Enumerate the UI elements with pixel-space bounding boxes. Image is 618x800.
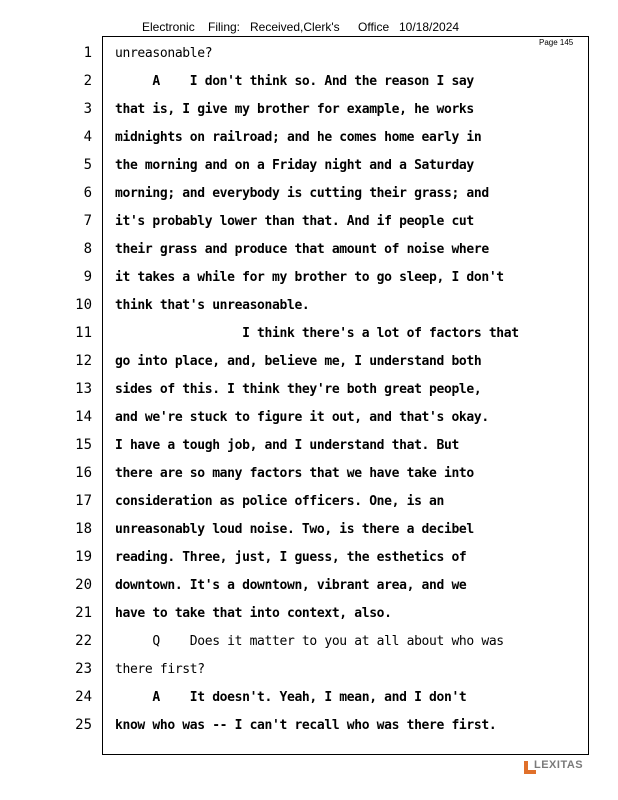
line-number: 15	[75, 437, 92, 453]
line-number: 5	[83, 157, 92, 173]
line-number: 19	[75, 549, 92, 565]
header-date: 10/18/2024	[399, 20, 460, 34]
transcript-line: A I don't think so. And the reason I say	[115, 74, 474, 89]
transcript-line: it takes a while for my brother to go sleep, I don't	[115, 270, 504, 285]
line-number: 20	[75, 577, 92, 593]
line-number: 25	[75, 717, 92, 733]
transcript-line: unreasonable?	[115, 46, 213, 61]
transcript-line: I think there's a lot of factors that	[115, 326, 519, 341]
line-number: 22	[75, 633, 92, 649]
transcript-line: unreasonably loud noise. Two, is there a decibel	[115, 522, 474, 537]
line-number: 17	[75, 493, 92, 509]
header-word-filing: Filing:	[208, 20, 241, 34]
transcript-line: A It doesn't. Yeah, I mean, and I don't	[115, 690, 467, 705]
line-number: 2	[83, 73, 92, 89]
transcript-line: have to take that into context, also.	[115, 606, 392, 621]
line-number: 10	[75, 297, 92, 313]
line-number: 23	[75, 661, 92, 677]
transcript-line: go into place, and, believe me, I understand both	[115, 354, 482, 369]
lexitas-logo	[522, 758, 592, 778]
transcript-line: sides of this. I think they're both great people,	[115, 382, 482, 397]
transcript-line: Q Does it matter to you at all about who was	[115, 634, 504, 649]
transcript-line: morning; and everybody is cutting their grass; and	[115, 186, 489, 201]
transcript-line: consideration as police officers. One, is an	[115, 494, 444, 509]
transcript-line: I have a tough job, and I understand that. But	[115, 438, 459, 453]
transcript-line: the morning and on a Friday night and a Saturday	[115, 158, 474, 173]
header-word-office: Office	[358, 20, 390, 34]
transcript-line: there are so many factors that we have take into	[115, 466, 474, 481]
transcript-line: midnights on railroad; and he comes home early in	[115, 130, 482, 145]
line-number: 11	[75, 325, 92, 341]
line-number: 18	[75, 521, 92, 537]
line-number: 21	[75, 605, 92, 621]
line-number: 3	[83, 101, 92, 117]
line-number: 16	[75, 465, 92, 481]
line-number: 14	[75, 409, 92, 425]
transcript-line: know who was -- I can't recall who was there first.	[115, 718, 497, 733]
line-number: 7	[83, 213, 92, 229]
header-word-received: Received,Clerk's	[250, 20, 340, 34]
line-number: 4	[83, 129, 92, 145]
line-number: 6	[83, 185, 92, 201]
transcript-line: it's probably lower than that. And if people cut	[115, 214, 474, 229]
transcript-line: that is, I give my brother for example, he works	[115, 102, 474, 117]
transcript-line: think that's unreasonable.	[115, 298, 310, 313]
line-number: 8	[83, 241, 92, 257]
line-number: 12	[75, 353, 92, 369]
lexitas-wordmark: LEXITAS	[534, 759, 584, 771]
transcript-line: there first?	[115, 662, 205, 677]
transcript-line: downtown. It's a downtown, vibrant area, and we	[115, 578, 467, 593]
transcript-line: and we're stuck to figure it out, and that's okay.	[115, 410, 489, 425]
line-number: 1	[83, 45, 92, 61]
transcript-line: reading. Three, just, I guess, the esthetics of	[115, 550, 467, 565]
page-number: Page 145	[539, 38, 574, 47]
header-word-electronic: Electronic	[142, 20, 195, 34]
transcript-line: their grass and produce that amount of noise where	[115, 242, 489, 257]
line-number: 24	[75, 689, 92, 705]
line-number: 9	[83, 269, 92, 285]
line-number: 13	[75, 381, 92, 397]
